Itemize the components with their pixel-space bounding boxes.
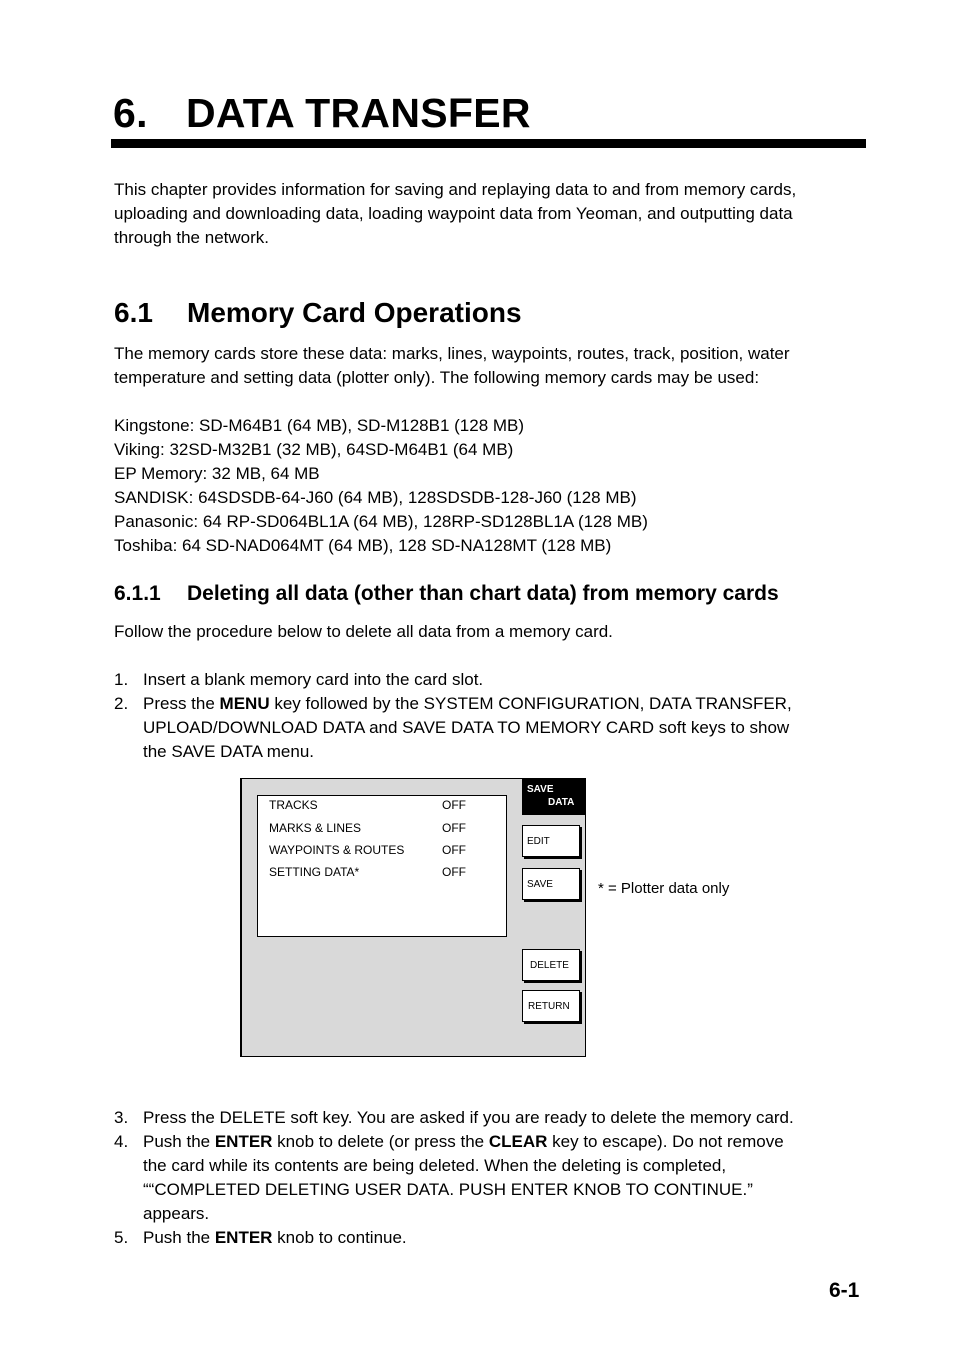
delete-soft-key[interactable]: DELETE	[522, 949, 580, 981]
save-data-list	[257, 795, 507, 937]
intro-line: uploading and downloading data, loading waypoint data from Yeoman, and outputting data	[114, 204, 793, 223]
soft-key-title-line: DATA	[548, 797, 575, 808]
plotter-note: * = Plotter data only	[598, 880, 730, 897]
section-intro	[114, 342, 859, 390]
page-number: 6-1	[829, 1279, 860, 1302]
card-list-item: Viking: 32SD-M32B1 (32 MB), 64SD-M64B1 (64 MB)	[114, 440, 514, 459]
data-row-setting-data[interactable]	[269, 865, 359, 879]
return-soft-key[interactable]: RETURN	[522, 990, 580, 1022]
step-number: 1.	[114, 670, 129, 689]
save-soft-key[interactable]: SAVE	[522, 868, 580, 900]
card-list-item: SANDISK: 64SDSDB-64-J60 (64 MB), 128SDSDB-128-J60 (128 MB)	[114, 488, 637, 507]
section-intro-line: The memory cards store these data: marks, lines, waypoints, routes, track, position, water	[114, 344, 790, 363]
step-text-part: Push the	[143, 1132, 215, 1151]
step-number: 3.	[114, 1108, 129, 1127]
step-number: 5.	[114, 1228, 129, 1247]
data-row-waypoints-routes[interactable]	[269, 843, 404, 857]
card-list-item: Kingstone: SD-M64B1 (64 MB), SD-M128B1 (128 MB)	[114, 416, 525, 435]
enter-key-label: ENTER	[214, 1132, 273, 1151]
chapter-number: 6.	[113, 90, 148, 136]
data-row-marks-lines[interactable]	[269, 821, 361, 835]
step-text: Press the DELETE soft key. You are asked if you are ready to delete the memory card.	[143, 1108, 794, 1127]
card-list-item: EP Memory: 32 MB, 64 MB	[114, 464, 320, 483]
intro-line: through the network.	[114, 228, 269, 247]
section-number: 6.1	[114, 297, 153, 328]
data-row-value: OFF	[442, 821, 466, 835]
enter-key-label: ENTER	[214, 1228, 273, 1247]
subsection-intro-line: Follow the procedure below to delete all data from a memory card.	[114, 622, 613, 641]
subsection-title: Deleting all data (other than chart data) from memory cards	[187, 582, 779, 605]
data-row-label: MARKS & LINES	[269, 821, 362, 835]
intro-paragraph	[114, 178, 859, 250]
data-row-value: OFF	[442, 865, 466, 879]
card-list-item: Toshiba: 64 SD-NAD064MT (64 MB), 128 SD-NA128MT (128 MB)	[114, 536, 612, 555]
section-heading	[114, 297, 522, 329]
soft-key-title-line: SAVE	[527, 784, 554, 795]
step-text: Insert a blank memory card into the card slot.	[143, 670, 484, 689]
step-text	[143, 692, 863, 716]
step-text: appears.	[143, 1204, 210, 1223]
step-text: the card while its contents are being deleted. When the deleting is completed,	[143, 1156, 727, 1175]
step-text	[143, 1226, 863, 1250]
subsection-heading	[114, 582, 779, 606]
data-row-tracks[interactable]	[269, 798, 318, 812]
step-text: UPLOAD/DOWNLOAD DATA and SAVE DATA TO MEMORY CARD soft keys to show	[143, 718, 790, 737]
clear-key-label: CLEAR	[488, 1132, 548, 1151]
card-list-item: Panasonic: 64 RP-SD064BL1A (64 MB), 128RP-SD128BL1A (128 MB)	[114, 512, 648, 531]
subsection-number: 6.1.1	[114, 582, 161, 605]
section-intro-line: temperature and setting data (plotter only). The following memory cards may be used:	[114, 368, 760, 387]
step-number: 4.	[114, 1132, 129, 1151]
section-title: Memory Card Operations	[187, 297, 522, 328]
step-text-part: knob to continue.	[272, 1228, 407, 1247]
chapter-title	[113, 90, 531, 137]
soft-key-title	[522, 779, 585, 815]
chapter-title-text: DATA TRANSFER	[186, 90, 531, 136]
step-text-part: knob to delete (or press the	[272, 1132, 489, 1151]
step-text: the SAVE DATA menu.	[143, 742, 315, 761]
step-text-part: key followed by the SYSTEM CONFIGURATION, DATA TRANSFER,	[269, 694, 792, 713]
step-text-part: Press the	[143, 694, 220, 713]
chapter-rule	[111, 139, 866, 148]
step-number: 2.	[114, 694, 129, 713]
data-row-label: SETTING DATA*	[269, 865, 360, 879]
step-text: ““COMPLETED DELETING USER DATA. PUSH ENTER KNOB TO CONTINUE.”	[143, 1180, 753, 1199]
card-list	[114, 414, 859, 558]
data-row-value: OFF	[442, 798, 466, 812]
step-text	[143, 1130, 863, 1154]
menu-key-label: MENU	[219, 694, 270, 713]
intro-line: This chapter provides information for saving and replaying data to and from memory cards,	[114, 180, 797, 199]
data-row-label: WAYPOINTS & ROUTES	[269, 843, 405, 857]
data-row-label: TRACKS	[269, 798, 318, 812]
subsection-intro	[114, 620, 859, 644]
step-text-part: Push the	[143, 1228, 215, 1247]
step-text-part: key to escape). Do not remove	[547, 1132, 784, 1151]
data-row-value: OFF	[442, 843, 466, 857]
edit-soft-key[interactable]: EDIT	[522, 825, 580, 857]
